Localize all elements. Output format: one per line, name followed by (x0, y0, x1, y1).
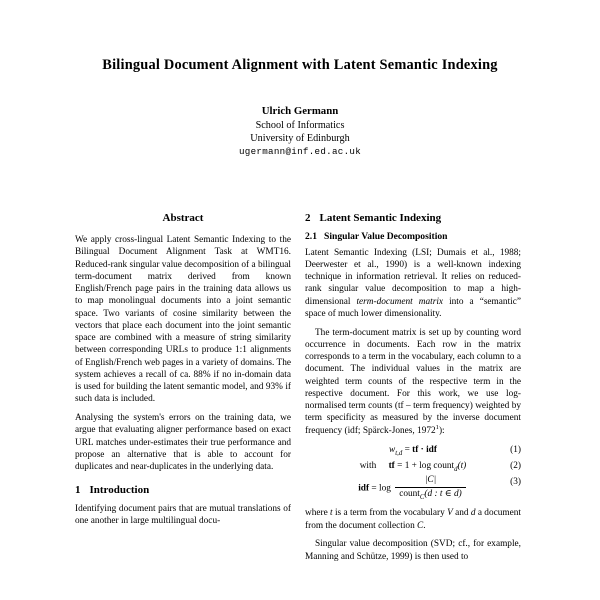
equation-1 (305, 444, 521, 457)
lsi-paragraph-2-part-b: ): (438, 425, 445, 436)
equation-1-lhs: $w_{t,d}$ (389, 444, 403, 457)
section-title-1: Introduction (89, 484, 150, 497)
lsi-paragraph-1-part-a: Latent Semantic Indexing (LSI; Dumais et al., 1988; Deerwester et al., 1990) is a well-known indexing technique in information retrieval. It relies on reduced-rank singular value decomposition to map a high-dimensional (305, 247, 521, 307)
equation-3-fraction (395, 475, 466, 499)
right-column (305, 212, 521, 600)
lsi-paragraph-3-document-symbol: d (470, 508, 476, 519)
author-email: ugermann@inf.ed.ac.uk (238, 146, 362, 158)
introduction-paragraph: Identifying document pairs that are mutual translations of one another in large multilingual docu- (75, 504, 291, 527)
abstract-paragraph-1: We apply cross-lingual Latent Semantic Indexing to the Bilingual Document Alignment Task at WMT16. Reduced-rank singular value decomposition of a bilingual term-document matrix derived from known English/French page pairs in the training data allows us to map monolingual documents into a joint semantic space. Two variants of cosine similarity between the vectors that place each document into the joint semantic space are combined with a measure of string similarity between corresponding URLs to produce 1:1 alignments of English/French web pages in a variety of domains. The system achieves a recall of ca. 88% if no in-domain data is used for building the latent semantic model, and 93% if such data is included. (75, 235, 291, 405)
equation-2-lhs: tf (388, 461, 395, 472)
equation-3-denominator-argument: (d : t ∈ d) (424, 488, 462, 499)
equation-3-lhs: idf (358, 483, 370, 494)
equation-2-argument: (t) (457, 461, 467, 472)
lsi-paragraph-2-part-a: The term-document matrix is set up by counting word occurrence in documents. Each row in the matrix corresponds to a term in the vocabulary, each column to a document. The individual values in the matrix are weighted term counts of the respective term in the respective document. For this work, we use log-normalised term counts (tf – term frequency) weighted by term specificity as measured by the inverse document frequency (idf; Spärck-Jones, 1972 (305, 327, 521, 436)
author-affiliation-line-2: University of Edinburgh (250, 132, 350, 144)
lsi-paragraph-3-part-b: is a term from the vocabulary (332, 508, 448, 519)
equation-1-number: (1) (510, 444, 521, 455)
lsi-paragraph-3-part-d: a document from the document collection (305, 508, 521, 531)
equation-1-rhs: tf · idf (412, 444, 437, 455)
lsi-paragraph-1-italic-term: term-document matrix (356, 296, 444, 307)
equation-2-with-label: with (359, 461, 377, 472)
body-columns (0, 212, 600, 600)
equation-3-number: (3) (510, 477, 521, 488)
equation-1-subscript: t,d (395, 449, 403, 457)
section-number-2: 2 (305, 212, 311, 224)
lsi-paragraph-3 (305, 507, 521, 532)
lsi-paragraph-1 (305, 247, 521, 321)
lsi-paragraph-3-collection-symbol: C (417, 520, 424, 531)
page-title: Bilingual Document Alignment with Latent Semantic Indexing (102, 57, 498, 73)
equation-3-log: log (378, 483, 391, 494)
author-name: Ulrich Germann (261, 105, 339, 118)
author-affiliation-line-1: School of Informatics (255, 119, 345, 131)
subsection-title-2-1: Singular Value Decomposition (324, 230, 448, 242)
section-title-2: Latent Semantic Indexing (319, 212, 442, 224)
equation-2-rhs: 1 + log count$_d$(t) (404, 461, 467, 473)
lsi-paragraph-3-part-e: . (423, 520, 426, 531)
left-column (75, 212, 291, 600)
author-block (0, 104, 600, 158)
equation-3-relation: = (371, 483, 377, 494)
equation-3-denominator-subscript: C (419, 493, 425, 501)
equation-2-subscript: d (454, 465, 458, 473)
lsi-paragraph-3-part-a: where (305, 508, 331, 519)
equation-3-numerator: |C| (395, 475, 466, 488)
lsi-paragraph-2 (305, 327, 521, 437)
equation-2 (305, 460, 521, 473)
subsection-heading-svd (305, 231, 521, 243)
section-heading-lsi (305, 212, 521, 226)
abstract-heading: Abstract (162, 212, 204, 224)
section-number-1: 1 (75, 484, 81, 497)
lsi-paragraph-3-term-symbol: t (330, 508, 333, 519)
lsi-paragraph-4: Singular value decomposition (SVD; cf., for example, Manning and Schütze, 1999) is then used to (305, 539, 521, 562)
equation-block (305, 444, 521, 500)
lsi-paragraph-3-part-c: and (452, 508, 471, 519)
equation-1-relation: = (404, 444, 410, 455)
section-heading-introduction (75, 484, 291, 498)
equation-2-relation: = (397, 461, 403, 472)
abstract-paragraph-2: Analysing the system's errors on the training data, we argue that evaluating aligner performance based on exact URL matches under-estimates their true performance and propose an alternative that is able to account for duplicates and near-duplicates in the underlying data. (75, 413, 291, 473)
lsi-paragraph-3-vocabulary-symbol: V (447, 508, 453, 519)
equation-2-number: (2) (510, 461, 521, 472)
equation-3 (305, 476, 521, 500)
lsi-paragraph-1-part-b: into a “semantic” space of much lower dimensionality. (305, 296, 521, 319)
subsection-number-2-1: 2.1 (305, 230, 317, 242)
footnote-marker-1: 1 (435, 423, 439, 431)
equation-3-denominator: count$_C$(d : t ∈ d) (399, 488, 462, 501)
